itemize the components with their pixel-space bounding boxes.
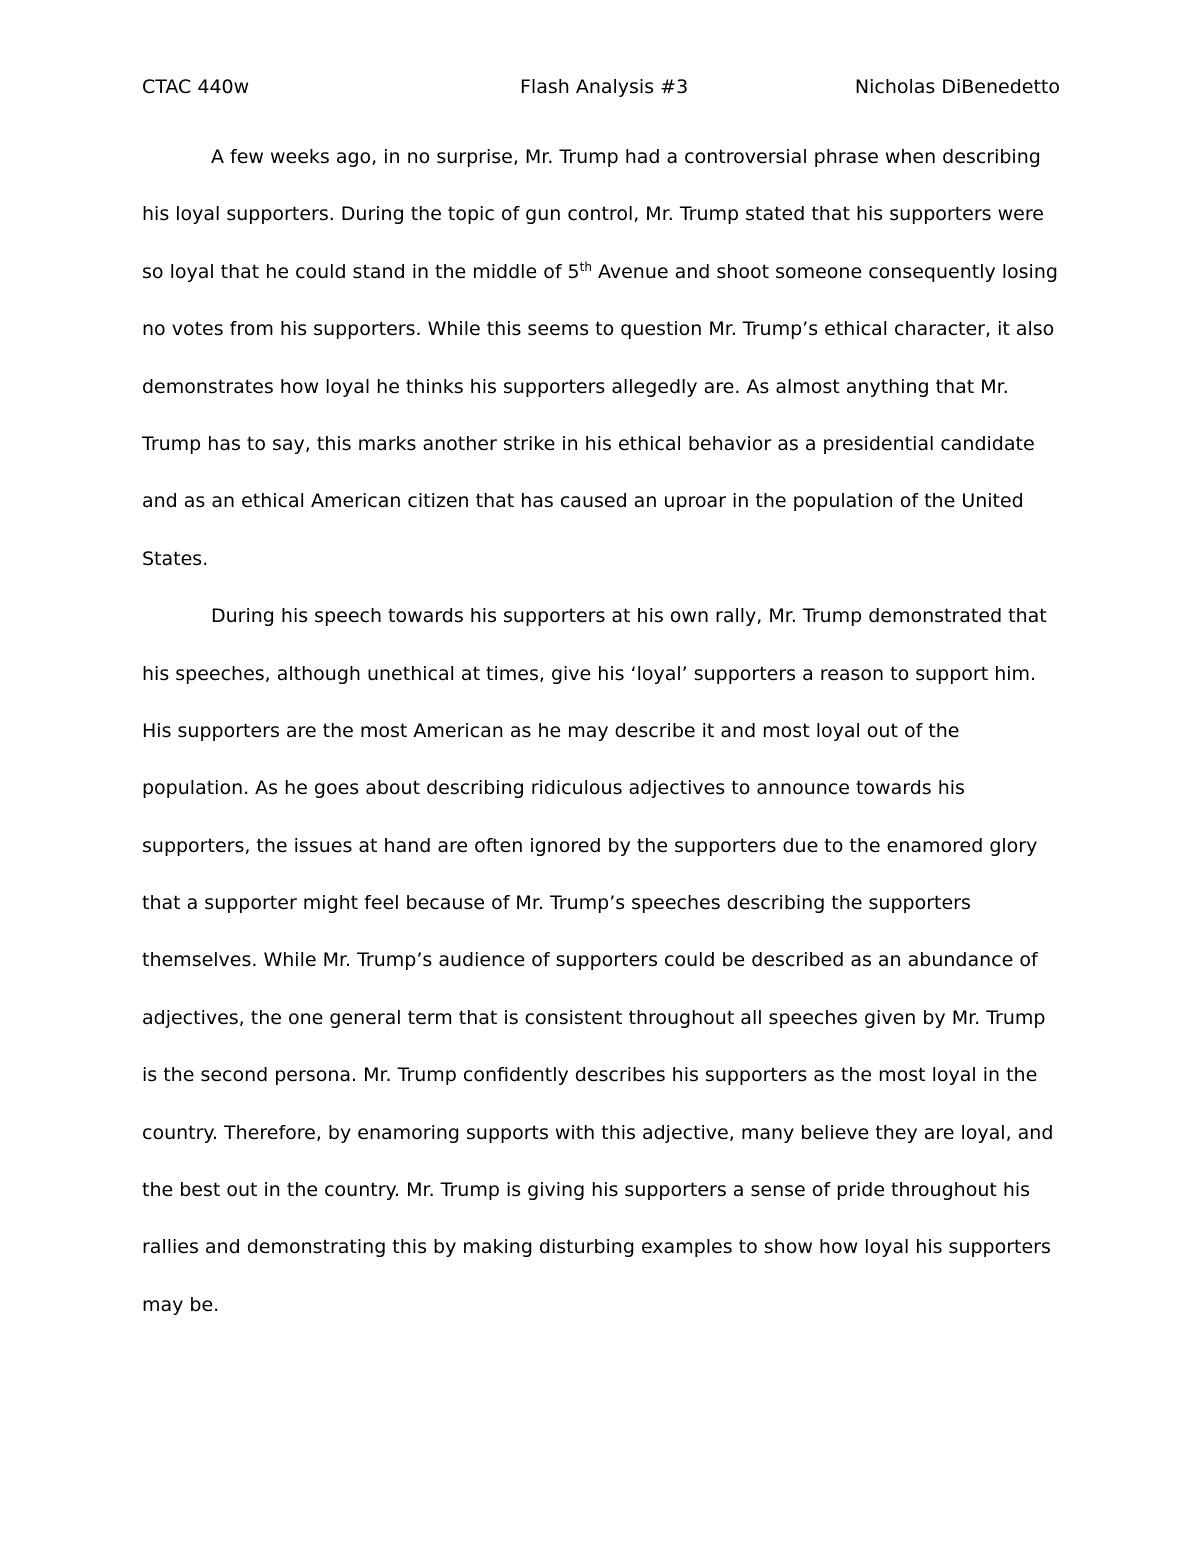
line-3-text-end: Avenue and shoot someone consequently losing xyxy=(591,260,1058,283)
paragraph-1-line-1: A few weeks ago, in no surprise, Mr. Trump had a controversial phrase when describing xyxy=(211,146,1041,168)
paragraph-1-line-3 xyxy=(142,257,1060,314)
paragraph-1-line-2: his loyal supporters. During the topic of gun control, Mr. Trump stated that his supporters were xyxy=(142,203,1044,226)
paragraph-2-line-8: adjectives, the one general term that is consistent throughout all speeches given by Mr. Trump xyxy=(142,1006,1046,1029)
paragraph-2-line-9: is the second persona. Mr. Trump confidently describes his supporters as the most loyal in the xyxy=(142,1064,1038,1087)
paragraph-1-line-4: no votes from his supporters. While this seems to question Mr. Trump’s ethical character, it also xyxy=(142,318,1055,341)
paragraph-2-line-6: that a supporter might feel because of Mr. Trump’s speeches describing the supporters xyxy=(142,892,971,915)
page-header xyxy=(142,72,1060,102)
paragraph-1-line-8: States. xyxy=(142,547,209,570)
header-title: Flash Analysis #3 xyxy=(520,76,689,98)
line-3-text-start: so loyal that he could stand in the middle of 5 xyxy=(142,260,580,283)
paragraph-2-line-12: rallies and demonstrating this by making disturbing examples to show how loyal his supporters xyxy=(142,1236,1051,1259)
header-author: Nicholas DiBenedetto xyxy=(854,76,1060,98)
paragraph-1-line-7: and as an ethical American citizen that has caused an uproar in the population of the United xyxy=(142,490,1024,513)
paragraph-2-line-7: themselves. While Mr. Trump’s audience of supporters could be described as an abundance of xyxy=(142,949,1038,972)
ordinal-superscript: th xyxy=(579,259,592,274)
paragraph-2-line-1: During his speech towards his supporters at his own rally, Mr. Trump demonstrated that xyxy=(211,605,1047,628)
paragraph-2-line-2: his speeches, although unethical at times, give his ‘loyal’ supporters a reason to support him. xyxy=(142,662,1037,685)
paragraph-2-line-13: may be. xyxy=(142,1293,220,1316)
header-course: CTAC 440w xyxy=(142,76,250,98)
paragraph-2-line-11: the best out in the country. Mr. Trump is giving his supporters a sense of pride throughout his xyxy=(142,1179,1031,1202)
paragraph-1-line-6: Trump has to say, this marks another strike in his ethical behavior as a presidential candidate xyxy=(142,432,1035,455)
paragraph-2-line-5: supporters, the issues at hand are often ignored by the supporters due to the enamored glory xyxy=(142,834,1038,857)
paragraph-2-line-3: His supporters are the most American as he may describe it and most loyal out of the xyxy=(142,719,960,742)
paragraph-1-line-5: demonstrates how loyal he thinks his supporters allegedly are. As almost anything that Mr. xyxy=(142,375,1009,398)
paragraph-2-line-10: country. Therefore, by enamoring supports with this adjective, many believe they are loyal, and xyxy=(142,1121,1054,1144)
document-body xyxy=(142,142,1060,1347)
paragraph-2-line-4: population. As he goes about describing ridiculous adjectives to announce towards his xyxy=(142,777,965,800)
